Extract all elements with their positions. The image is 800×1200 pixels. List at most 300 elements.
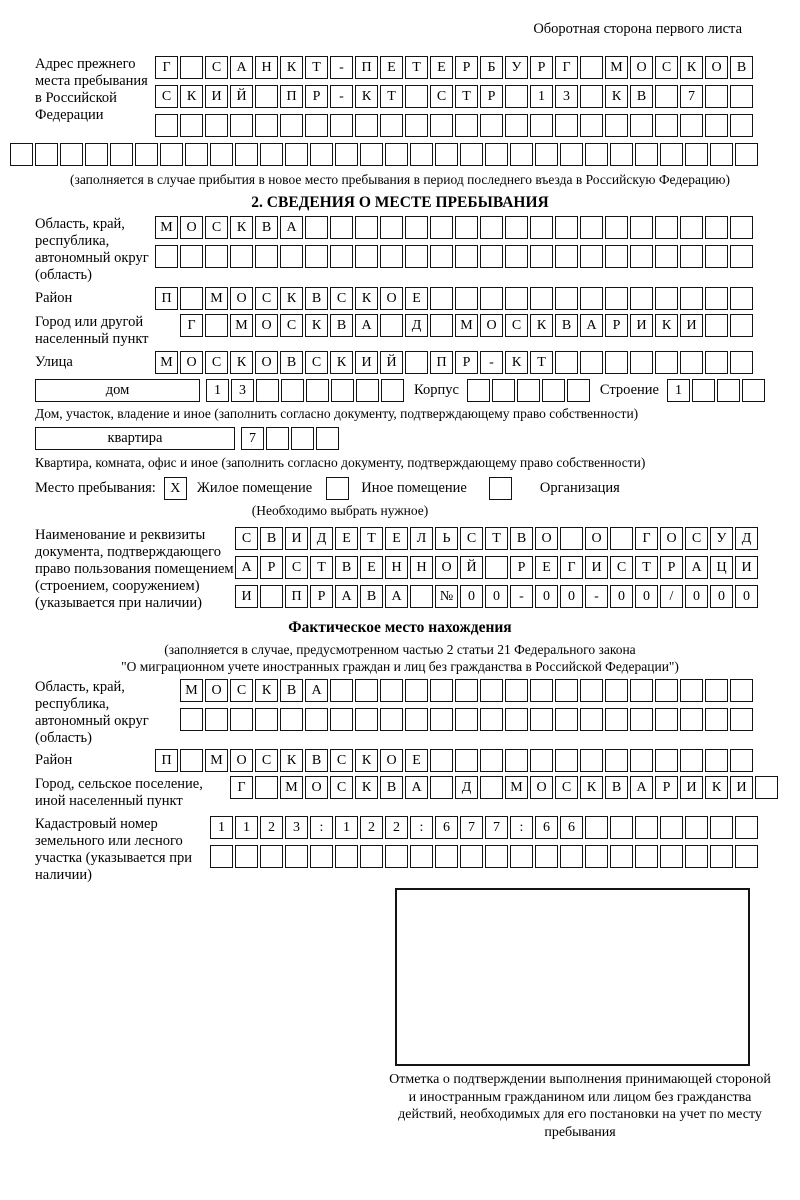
char-cell[interactable]: А xyxy=(355,314,378,337)
char-cell[interactable] xyxy=(205,314,228,337)
char-cell[interactable]: К xyxy=(230,216,253,239)
char-cell[interactable] xyxy=(280,114,303,137)
char-cell[interactable]: - xyxy=(480,351,503,374)
char-cell[interactable]: : xyxy=(410,816,433,839)
char-cell[interactable] xyxy=(160,143,183,166)
char-cell[interactable] xyxy=(355,114,378,137)
char-cell[interactable]: С xyxy=(685,527,708,550)
char-cell[interactable]: Г xyxy=(155,56,178,79)
char-cell[interactable]: Р xyxy=(530,56,553,79)
char-cell[interactable]: М xyxy=(505,776,528,799)
char-cell[interactable]: 1 xyxy=(335,816,358,839)
char-cell[interactable]: 0 xyxy=(485,585,508,608)
char-cell[interactable] xyxy=(630,749,653,772)
char-cell[interactable]: Р xyxy=(455,351,478,374)
char-cell[interactable]: Р xyxy=(305,85,328,108)
char-cell[interactable]: С xyxy=(305,351,328,374)
char-cell[interactable] xyxy=(110,143,133,166)
char-cell[interactable]: Т xyxy=(405,56,428,79)
char-cell[interactable] xyxy=(260,845,283,868)
char-cell[interactable] xyxy=(635,816,658,839)
char-cell[interactable] xyxy=(260,143,283,166)
char-cell[interactable] xyxy=(735,845,758,868)
char-cell[interactable] xyxy=(305,708,328,731)
char-cell[interactable]: В xyxy=(280,679,303,702)
char-cell[interactable] xyxy=(630,708,653,731)
char-cell[interactable] xyxy=(530,216,553,239)
char-cell[interactable] xyxy=(405,351,428,374)
char-cell[interactable] xyxy=(680,708,703,731)
char-cell[interactable]: У xyxy=(710,527,733,550)
char-cell[interactable]: № xyxy=(435,585,458,608)
char-cell[interactable] xyxy=(555,679,578,702)
char-cell[interactable] xyxy=(635,845,658,868)
char-cell[interactable]: Р xyxy=(660,556,683,579)
char-cell[interactable]: Г xyxy=(555,56,578,79)
char-cell[interactable] xyxy=(331,379,354,402)
char-cell[interactable] xyxy=(530,245,553,268)
char-cell[interactable] xyxy=(705,287,728,310)
char-cell[interactable] xyxy=(355,708,378,731)
char-cell[interactable] xyxy=(610,816,633,839)
char-cell[interactable]: П xyxy=(155,287,178,310)
char-cell[interactable]: О xyxy=(255,314,278,337)
char-cell[interactable]: Г xyxy=(180,314,203,337)
char-cell[interactable]: С xyxy=(610,556,633,579)
char-cell[interactable]: 2 xyxy=(385,816,408,839)
char-cell[interactable]: А xyxy=(230,56,253,79)
char-cell[interactable]: Т xyxy=(635,556,658,579)
char-cell[interactable] xyxy=(405,245,428,268)
char-cell[interactable]: И xyxy=(735,556,758,579)
char-cell[interactable] xyxy=(655,749,678,772)
char-cell[interactable]: В xyxy=(555,314,578,337)
char-cell[interactable]: С xyxy=(555,776,578,799)
char-cell[interactable] xyxy=(605,749,628,772)
char-cell[interactable]: С xyxy=(255,287,278,310)
char-cell[interactable] xyxy=(710,845,733,868)
char-cell[interactable] xyxy=(580,351,603,374)
char-cell[interactable] xyxy=(505,287,528,310)
char-cell[interactable]: Б xyxy=(480,56,503,79)
char-cell[interactable] xyxy=(560,143,583,166)
char-cell[interactable]: Р xyxy=(480,85,503,108)
char-cell[interactable]: Т xyxy=(485,527,508,550)
char-cell[interactable] xyxy=(380,679,403,702)
char-cell[interactable] xyxy=(585,816,608,839)
char-cell[interactable] xyxy=(430,749,453,772)
char-cell[interactable]: 7 xyxy=(460,816,483,839)
char-cell[interactable] xyxy=(355,216,378,239)
char-cell[interactable]: С xyxy=(330,287,353,310)
mesto-checkbox-organizatsiya[interactable] xyxy=(489,477,514,500)
char-cell[interactable] xyxy=(580,749,603,772)
char-cell[interactable] xyxy=(580,708,603,731)
char-cell[interactable] xyxy=(255,245,278,268)
char-cell[interactable]: Й xyxy=(380,351,403,374)
char-cell[interactable] xyxy=(405,216,428,239)
char-cell[interactable] xyxy=(430,287,453,310)
char-cell[interactable] xyxy=(430,114,453,137)
char-cell[interactable] xyxy=(655,287,678,310)
char-cell[interactable] xyxy=(605,679,628,702)
char-cell[interactable] xyxy=(605,216,628,239)
char-cell[interactable] xyxy=(560,527,583,550)
char-cell[interactable] xyxy=(330,679,353,702)
char-cell[interactable] xyxy=(330,114,353,137)
char-cell[interactable] xyxy=(730,749,753,772)
char-cell[interactable] xyxy=(505,679,528,702)
char-cell[interactable]: : xyxy=(310,816,333,839)
char-cell[interactable]: О xyxy=(660,527,683,550)
char-cell[interactable] xyxy=(281,379,304,402)
char-cell[interactable] xyxy=(310,845,333,868)
char-cell[interactable]: С xyxy=(230,679,253,702)
char-cell[interactable]: К xyxy=(580,776,603,799)
char-cell[interactable]: В xyxy=(730,56,753,79)
char-cell[interactable] xyxy=(730,245,753,268)
char-cell[interactable]: Г xyxy=(230,776,253,799)
char-cell[interactable] xyxy=(455,708,478,731)
char-cell[interactable]: В xyxy=(305,287,328,310)
char-cell[interactable] xyxy=(185,143,208,166)
char-cell[interactable] xyxy=(735,816,758,839)
char-cell[interactable]: - xyxy=(510,585,533,608)
char-cell[interactable]: Т xyxy=(360,527,383,550)
char-cell[interactable] xyxy=(485,143,508,166)
char-cell[interactable]: В xyxy=(510,527,533,550)
char-cell[interactable] xyxy=(430,314,453,337)
char-cell[interactable] xyxy=(467,379,490,402)
char-cell[interactable]: И xyxy=(680,776,703,799)
char-cell[interactable] xyxy=(355,679,378,702)
char-cell[interactable] xyxy=(255,776,278,799)
char-cell[interactable]: 7 xyxy=(680,85,703,108)
char-cell[interactable]: М xyxy=(280,776,303,799)
char-cell[interactable] xyxy=(255,708,278,731)
char-cell[interactable] xyxy=(326,477,349,500)
char-cell[interactable] xyxy=(630,114,653,137)
char-cell[interactable]: О xyxy=(585,527,608,550)
char-cell[interactable] xyxy=(266,427,289,450)
char-cell[interactable] xyxy=(705,245,728,268)
char-cell[interactable] xyxy=(455,287,478,310)
char-cell[interactable]: И xyxy=(630,314,653,337)
char-cell[interactable]: Н xyxy=(385,556,408,579)
char-cell[interactable]: И xyxy=(285,527,308,550)
char-cell[interactable] xyxy=(360,143,383,166)
char-cell[interactable] xyxy=(680,216,703,239)
char-cell[interactable] xyxy=(610,845,633,868)
char-cell[interactable] xyxy=(230,114,253,137)
char-cell[interactable] xyxy=(480,245,503,268)
char-cell[interactable]: - xyxy=(585,585,608,608)
char-cell[interactable] xyxy=(505,245,528,268)
char-cell[interactable] xyxy=(235,845,258,868)
char-cell[interactable] xyxy=(405,114,428,137)
char-cell[interactable]: К xyxy=(605,85,628,108)
char-cell[interactable]: Л xyxy=(410,527,433,550)
char-cell[interactable]: Т xyxy=(305,56,328,79)
char-cell[interactable]: 0 xyxy=(735,585,758,608)
char-cell[interactable] xyxy=(460,143,483,166)
char-cell[interactable] xyxy=(305,114,328,137)
char-cell[interactable]: 6 xyxy=(535,816,558,839)
char-cell[interactable] xyxy=(567,379,590,402)
char-cell[interactable]: А xyxy=(685,556,708,579)
char-cell[interactable] xyxy=(155,245,178,268)
char-cell[interactable] xyxy=(380,314,403,337)
char-cell[interactable] xyxy=(705,314,728,337)
char-cell[interactable] xyxy=(692,379,715,402)
char-cell[interactable]: П xyxy=(285,585,308,608)
char-cell[interactable] xyxy=(405,85,428,108)
char-cell[interactable]: Т xyxy=(455,85,478,108)
char-cell[interactable] xyxy=(630,245,653,268)
char-cell[interactable]: Е xyxy=(430,56,453,79)
char-cell[interactable]: И xyxy=(355,351,378,374)
char-cell[interactable] xyxy=(180,708,203,731)
char-cell[interactable]: С xyxy=(155,85,178,108)
char-cell[interactable] xyxy=(280,708,303,731)
char-cell[interactable] xyxy=(730,314,753,337)
char-cell[interactable]: Т xyxy=(530,351,553,374)
char-cell[interactable] xyxy=(680,351,703,374)
char-cell[interactable] xyxy=(180,287,203,310)
char-cell[interactable]: И xyxy=(680,314,703,337)
char-cell[interactable] xyxy=(505,114,528,137)
char-cell[interactable]: А xyxy=(235,556,258,579)
char-cell[interactable] xyxy=(585,143,608,166)
char-cell[interactable]: В xyxy=(260,527,283,550)
char-cell[interactable] xyxy=(492,379,515,402)
char-cell[interactable]: С xyxy=(280,314,303,337)
char-cell[interactable] xyxy=(635,143,658,166)
char-cell[interactable] xyxy=(135,143,158,166)
char-cell[interactable] xyxy=(685,143,708,166)
char-cell[interactable] xyxy=(655,351,678,374)
char-cell[interactable]: К xyxy=(280,749,303,772)
char-cell[interactable] xyxy=(560,845,583,868)
char-cell[interactable]: О xyxy=(380,749,403,772)
char-cell[interactable] xyxy=(255,85,278,108)
char-cell[interactable] xyxy=(630,679,653,702)
char-cell[interactable]: В xyxy=(280,351,303,374)
char-cell[interactable]: А xyxy=(580,314,603,337)
char-cell[interactable] xyxy=(355,245,378,268)
char-cell[interactable] xyxy=(730,708,753,731)
char-cell[interactable]: X xyxy=(164,477,187,500)
char-cell[interactable] xyxy=(680,287,703,310)
char-cell[interactable] xyxy=(205,708,228,731)
char-cell[interactable] xyxy=(655,245,678,268)
char-cell[interactable]: 2 xyxy=(260,816,283,839)
char-cell[interactable]: В xyxy=(605,776,628,799)
char-cell[interactable]: Н xyxy=(255,56,278,79)
char-cell[interactable]: - xyxy=(330,56,353,79)
char-cell[interactable]: К xyxy=(355,749,378,772)
char-cell[interactable] xyxy=(330,216,353,239)
char-cell[interactable] xyxy=(517,379,540,402)
char-cell[interactable]: Й xyxy=(460,556,483,579)
char-cell[interactable]: 0 xyxy=(710,585,733,608)
char-cell[interactable]: К xyxy=(330,351,353,374)
char-cell[interactable]: С xyxy=(205,351,228,374)
char-cell[interactable] xyxy=(530,287,553,310)
char-cell[interactable]: Е xyxy=(380,56,403,79)
char-cell[interactable]: А xyxy=(405,776,428,799)
char-cell[interactable]: Е xyxy=(385,527,408,550)
char-cell[interactable]: С xyxy=(330,776,353,799)
char-cell[interactable] xyxy=(705,708,728,731)
char-cell[interactable] xyxy=(385,143,408,166)
char-cell[interactable]: 0 xyxy=(610,585,633,608)
char-cell[interactable]: 0 xyxy=(535,585,558,608)
char-cell[interactable] xyxy=(180,56,203,79)
char-cell[interactable] xyxy=(380,216,403,239)
char-cell[interactable] xyxy=(356,379,379,402)
char-cell[interactable]: К xyxy=(355,287,378,310)
char-cell[interactable] xyxy=(410,143,433,166)
char-cell[interactable] xyxy=(717,379,740,402)
mesto-checkbox-inoe[interactable] xyxy=(326,477,351,500)
char-cell[interactable]: 7 xyxy=(241,427,264,450)
char-cell[interactable]: Д xyxy=(455,776,478,799)
char-cell[interactable]: М xyxy=(205,287,228,310)
char-cell[interactable]: Д xyxy=(310,527,333,550)
char-cell[interactable] xyxy=(180,114,203,137)
char-cell[interactable]: С xyxy=(505,314,528,337)
char-cell[interactable] xyxy=(330,708,353,731)
char-cell[interactable] xyxy=(610,527,633,550)
char-cell[interactable] xyxy=(580,114,603,137)
char-cell[interactable] xyxy=(380,245,403,268)
char-cell[interactable]: К xyxy=(705,776,728,799)
char-cell[interactable] xyxy=(530,679,553,702)
char-cell[interactable]: 0 xyxy=(460,585,483,608)
char-cell[interactable] xyxy=(510,143,533,166)
char-cell[interactable] xyxy=(410,585,433,608)
char-cell[interactable] xyxy=(580,85,603,108)
char-cell[interactable] xyxy=(660,845,683,868)
char-cell[interactable]: О xyxy=(255,351,278,374)
char-cell[interactable]: У xyxy=(505,56,528,79)
char-cell[interactable] xyxy=(630,287,653,310)
char-cell[interactable] xyxy=(660,816,683,839)
char-cell[interactable]: С xyxy=(330,749,353,772)
char-cell[interactable]: А xyxy=(630,776,653,799)
char-cell[interactable]: И xyxy=(585,556,608,579)
char-cell[interactable] xyxy=(705,679,728,702)
char-cell[interactable] xyxy=(210,143,233,166)
char-cell[interactable]: О xyxy=(180,216,203,239)
char-cell[interactable] xyxy=(485,556,508,579)
char-cell[interactable] xyxy=(555,749,578,772)
char-cell[interactable] xyxy=(530,114,553,137)
char-cell[interactable] xyxy=(305,245,328,268)
char-cell[interactable] xyxy=(555,114,578,137)
char-cell[interactable] xyxy=(230,245,253,268)
char-cell[interactable] xyxy=(685,845,708,868)
char-cell[interactable] xyxy=(480,216,503,239)
char-cell[interactable] xyxy=(235,143,258,166)
char-cell[interactable]: О xyxy=(180,351,203,374)
char-cell[interactable]: Р xyxy=(260,556,283,579)
char-cell[interactable] xyxy=(510,845,533,868)
char-cell[interactable]: О xyxy=(230,749,253,772)
char-cell[interactable] xyxy=(705,351,728,374)
char-cell[interactable] xyxy=(585,845,608,868)
char-cell[interactable] xyxy=(480,287,503,310)
char-cell[interactable]: Т xyxy=(310,556,333,579)
char-cell[interactable] xyxy=(530,708,553,731)
char-cell[interactable] xyxy=(680,245,703,268)
char-cell[interactable]: В xyxy=(305,749,328,772)
char-cell[interactable] xyxy=(410,845,433,868)
char-cell[interactable] xyxy=(680,114,703,137)
char-cell[interactable] xyxy=(542,379,565,402)
char-cell[interactable]: М xyxy=(205,749,228,772)
char-cell[interactable]: В xyxy=(380,776,403,799)
char-cell[interactable] xyxy=(480,749,503,772)
char-cell[interactable] xyxy=(485,845,508,868)
char-cell[interactable]: : xyxy=(510,816,533,839)
char-cell[interactable] xyxy=(360,845,383,868)
char-cell[interactable]: И xyxy=(235,585,258,608)
char-cell[interactable]: С xyxy=(205,216,228,239)
char-cell[interactable] xyxy=(405,679,428,702)
char-cell[interactable]: Р xyxy=(510,556,533,579)
char-cell[interactable] xyxy=(430,245,453,268)
char-cell[interactable] xyxy=(291,427,314,450)
char-cell[interactable] xyxy=(580,245,603,268)
char-cell[interactable]: 1 xyxy=(667,379,690,402)
char-cell[interactable]: Н xyxy=(410,556,433,579)
char-cell[interactable] xyxy=(256,379,279,402)
char-cell[interactable]: О xyxy=(380,287,403,310)
char-cell[interactable]: К xyxy=(530,314,553,337)
char-cell[interactable] xyxy=(605,351,628,374)
char-cell[interactable] xyxy=(335,143,358,166)
char-cell[interactable]: 1 xyxy=(206,379,229,402)
char-cell[interactable] xyxy=(505,708,528,731)
char-cell[interactable] xyxy=(380,114,403,137)
char-cell[interactable]: Г xyxy=(635,527,658,550)
char-cell[interactable] xyxy=(730,85,753,108)
char-cell[interactable] xyxy=(605,114,628,137)
char-cell[interactable] xyxy=(380,708,403,731)
char-cell[interactable] xyxy=(489,477,512,500)
char-cell[interactable]: Ь xyxy=(435,527,458,550)
char-cell[interactable] xyxy=(505,216,528,239)
char-cell[interactable] xyxy=(335,845,358,868)
char-cell[interactable]: А xyxy=(280,216,303,239)
char-cell[interactable] xyxy=(735,143,758,166)
char-cell[interactable]: 2 xyxy=(360,816,383,839)
char-cell[interactable]: С xyxy=(235,527,258,550)
char-cell[interactable] xyxy=(205,114,228,137)
char-cell[interactable]: О xyxy=(705,56,728,79)
char-cell[interactable] xyxy=(430,679,453,702)
char-cell[interactable]: В xyxy=(335,556,358,579)
char-cell[interactable]: О xyxy=(305,776,328,799)
char-cell[interactable] xyxy=(655,679,678,702)
char-cell[interactable] xyxy=(630,216,653,239)
char-cell[interactable]: С xyxy=(285,556,308,579)
char-cell[interactable]: В xyxy=(360,585,383,608)
char-cell[interactable]: К xyxy=(280,56,303,79)
char-cell[interactable] xyxy=(255,114,278,137)
